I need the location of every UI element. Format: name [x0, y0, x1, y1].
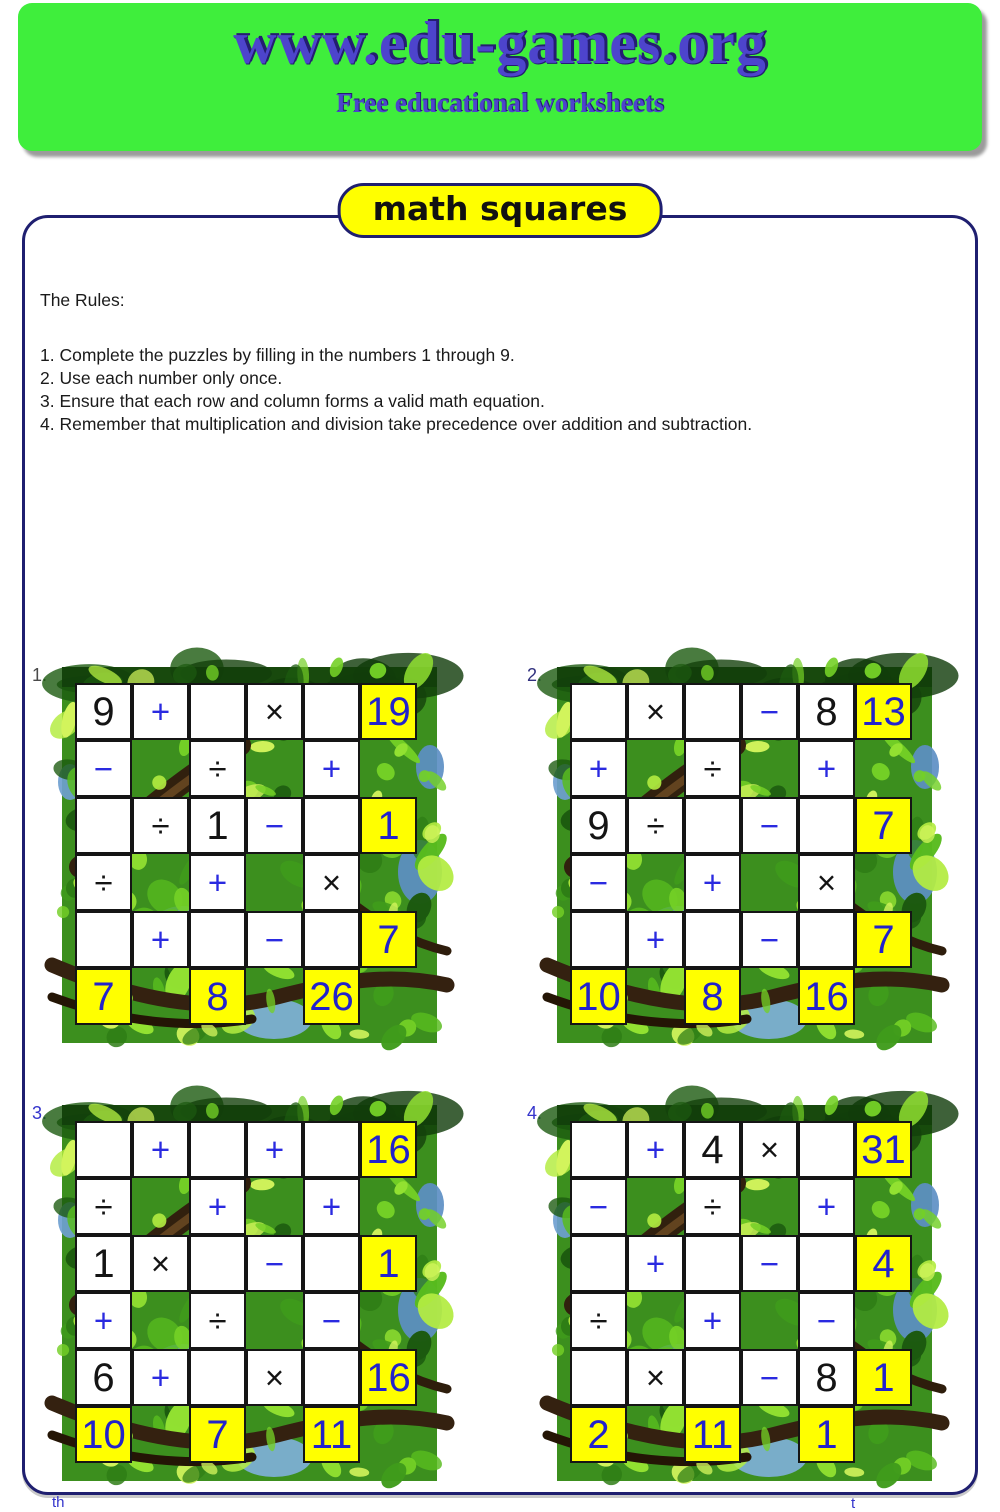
puzzle-3: [32, 1103, 437, 1481]
operator-cell: +: [684, 1292, 741, 1349]
answer-cell: [75, 797, 132, 854]
result-cell: 16: [360, 1121, 417, 1178]
photo-gap: [741, 1406, 798, 1463]
operator-cell: +: [132, 911, 189, 968]
photo-gap: [132, 854, 189, 911]
photo-gap: [627, 968, 684, 1025]
footer-text-fragment: t: [851, 1495, 856, 1512]
answer-cell: [684, 1349, 741, 1406]
rules-block: [40, 290, 950, 436]
result-cell: 31: [855, 1121, 912, 1178]
operator-cell: +: [627, 1235, 684, 1292]
operator-cell: −: [741, 797, 798, 854]
photo-gap: [132, 968, 189, 1025]
result-cell: 2: [570, 1406, 627, 1463]
operator-cell: +: [798, 740, 855, 797]
puzzle-grid: [75, 1121, 417, 1463]
rule-item: 2. Use each number only once.: [40, 368, 283, 388]
puzzle-grid: [75, 683, 417, 1025]
operator-cell: −: [75, 740, 132, 797]
puzzle-number-label: 1.: [32, 665, 48, 685]
given-number-cell: 6: [75, 1349, 132, 1406]
result-cell: 1: [855, 1349, 912, 1406]
photo-gap: [246, 1406, 303, 1463]
given-number-cell: 1: [189, 797, 246, 854]
photo-gap: [132, 1292, 189, 1349]
operator-cell: −: [570, 1178, 627, 1235]
operator-cell: +: [75, 1292, 132, 1349]
result-cell: 1: [360, 1235, 417, 1292]
rule-item: 4. Remember that multiplication and division take precedence over addition and subtraction.: [40, 414, 753, 434]
photo-gap: [246, 1178, 303, 1235]
operator-cell: ÷: [75, 1178, 132, 1235]
given-number-cell: 1: [75, 1235, 132, 1292]
operator-cell: ÷: [75, 854, 132, 911]
answer-cell: [798, 911, 855, 968]
result-cell: 1: [798, 1406, 855, 1463]
photo-gap: [360, 968, 417, 1025]
puzzle-number-label: 4.: [527, 1103, 543, 1123]
result-cell: 11: [684, 1406, 741, 1463]
result-cell: 1: [360, 797, 417, 854]
operator-cell: −: [246, 911, 303, 968]
photo-gap: [132, 1178, 189, 1235]
result-cell: 7: [855, 797, 912, 854]
operator-cell: −: [798, 1292, 855, 1349]
photo-gap: [627, 1406, 684, 1463]
result-cell: 16: [798, 968, 855, 1025]
site-subtitle: Free educational worksheets: [336, 88, 664, 118]
result-cell: 8: [684, 968, 741, 1025]
photo-gap: [360, 740, 417, 797]
photo-gap: [855, 854, 912, 911]
result-cell: 7: [189, 1406, 246, 1463]
operator-cell: ×: [627, 683, 684, 740]
puzzle-number-label: 2.: [527, 665, 543, 685]
photo-gap: [627, 854, 684, 911]
answer-cell: [684, 1235, 741, 1292]
site-title: www.edu-games.org: [233, 10, 767, 76]
result-cell: 7: [75, 968, 132, 1025]
site-banner: [18, 3, 982, 151]
answer-cell: [303, 1235, 360, 1292]
answer-cell: [570, 683, 627, 740]
operator-cell: +: [132, 1121, 189, 1178]
answer-cell: [570, 911, 627, 968]
photo-gap: [246, 740, 303, 797]
photo-gap: [627, 1178, 684, 1235]
operator-cell: ×: [798, 854, 855, 911]
given-number-cell: 4: [684, 1121, 741, 1178]
given-number-cell: 8: [798, 683, 855, 740]
photo-gap: [855, 968, 912, 1025]
answer-cell: [189, 1235, 246, 1292]
result-cell: 7: [360, 911, 417, 968]
operator-cell: −: [246, 797, 303, 854]
answer-cell: [798, 1121, 855, 1178]
result-cell: 26: [303, 968, 360, 1025]
photo-gap: [741, 740, 798, 797]
answer-cell: [303, 911, 360, 968]
result-cell: 13: [855, 683, 912, 740]
puzzle-number-label: 3.: [32, 1103, 48, 1123]
answer-cell: [570, 1235, 627, 1292]
answer-cell: [75, 911, 132, 968]
answer-cell: [75, 1121, 132, 1178]
operator-cell: +: [246, 1121, 303, 1178]
operator-cell: +: [189, 854, 246, 911]
photo-gap: [360, 854, 417, 911]
puzzle-4: [527, 1103, 932, 1481]
operator-cell: −: [741, 911, 798, 968]
photo-gap: [246, 854, 303, 911]
answer-cell: [798, 797, 855, 854]
given-number-cell: 8: [798, 1349, 855, 1406]
operator-cell: −: [741, 1235, 798, 1292]
operator-cell: −: [303, 1292, 360, 1349]
answer-cell: [189, 1121, 246, 1178]
operator-cell: +: [627, 911, 684, 968]
operator-cell: −: [741, 683, 798, 740]
operator-cell: ÷: [684, 740, 741, 797]
operator-cell: +: [189, 1178, 246, 1235]
operator-cell: +: [132, 683, 189, 740]
answer-cell: [684, 911, 741, 968]
photo-gap: [246, 1292, 303, 1349]
puzzle-2: [527, 665, 932, 1043]
rule-item: 1. Complete the puzzles by filling in the numbers 1 through 9.: [40, 345, 515, 365]
operator-cell: ÷: [189, 1292, 246, 1349]
photo-gap: [132, 740, 189, 797]
photo-gap: [360, 1178, 417, 1235]
result-cell: 11: [303, 1406, 360, 1463]
rules-heading: The Rules:: [40, 290, 125, 310]
photo-gap: [855, 1406, 912, 1463]
operator-cell: ×: [303, 854, 360, 911]
puzzle-1: [32, 665, 437, 1043]
operator-cell: ×: [132, 1235, 189, 1292]
answer-cell: [303, 1349, 360, 1406]
operator-cell: ÷: [684, 1178, 741, 1235]
operator-cell: +: [798, 1178, 855, 1235]
operator-cell: ×: [246, 1349, 303, 1406]
operator-cell: +: [132, 1349, 189, 1406]
answer-cell: [798, 1235, 855, 1292]
worksheet-title-badge: math squares: [338, 183, 663, 238]
answer-cell: [189, 683, 246, 740]
photo-gap: [627, 740, 684, 797]
answer-cell: [189, 1349, 246, 1406]
operator-cell: +: [303, 740, 360, 797]
photo-gap: [741, 854, 798, 911]
operator-cell: −: [741, 1349, 798, 1406]
operator-cell: ÷: [132, 797, 189, 854]
answer-cell: [570, 1121, 627, 1178]
photo-gap: [855, 740, 912, 797]
result-cell: 10: [570, 968, 627, 1025]
result-cell: 4: [855, 1235, 912, 1292]
photo-gap: [246, 968, 303, 1025]
photo-gap: [741, 1292, 798, 1349]
operator-cell: ÷: [570, 1292, 627, 1349]
photo-gap: [741, 1178, 798, 1235]
photo-gap: [627, 1292, 684, 1349]
answer-cell: [303, 1121, 360, 1178]
answer-cell: [189, 911, 246, 968]
answer-cell: [303, 797, 360, 854]
operator-cell: ÷: [189, 740, 246, 797]
photo-gap: [132, 1406, 189, 1463]
result-cell: 10: [75, 1406, 132, 1463]
puzzle-grid: [570, 683, 912, 1025]
operator-cell: ×: [627, 1349, 684, 1406]
operator-cell: +: [303, 1178, 360, 1235]
result-cell: 19: [360, 683, 417, 740]
footer-text-fragment: th: [52, 1494, 65, 1511]
photo-gap: [360, 1292, 417, 1349]
rule-item: 3. Ensure that each row and column forms a valid math equation.: [40, 391, 545, 411]
photo-gap: [855, 1178, 912, 1235]
operator-cell: +: [684, 854, 741, 911]
given-number-cell: 9: [570, 797, 627, 854]
operator-cell: ×: [741, 1121, 798, 1178]
given-number-cell: 9: [75, 683, 132, 740]
result-cell: 16: [360, 1349, 417, 1406]
result-cell: 8: [189, 968, 246, 1025]
operator-cell: +: [627, 1121, 684, 1178]
operator-cell: ×: [246, 683, 303, 740]
answer-cell: [684, 683, 741, 740]
photo-gap: [741, 968, 798, 1025]
answer-cell: [684, 797, 741, 854]
photo-gap: [360, 1406, 417, 1463]
operator-cell: −: [246, 1235, 303, 1292]
answer-cell: [303, 683, 360, 740]
photo-gap: [855, 1292, 912, 1349]
operator-cell: +: [570, 740, 627, 797]
operator-cell: ÷: [627, 797, 684, 854]
puzzle-grid: [570, 1121, 912, 1463]
answer-cell: [570, 1349, 627, 1406]
operator-cell: −: [570, 854, 627, 911]
result-cell: 7: [855, 911, 912, 968]
